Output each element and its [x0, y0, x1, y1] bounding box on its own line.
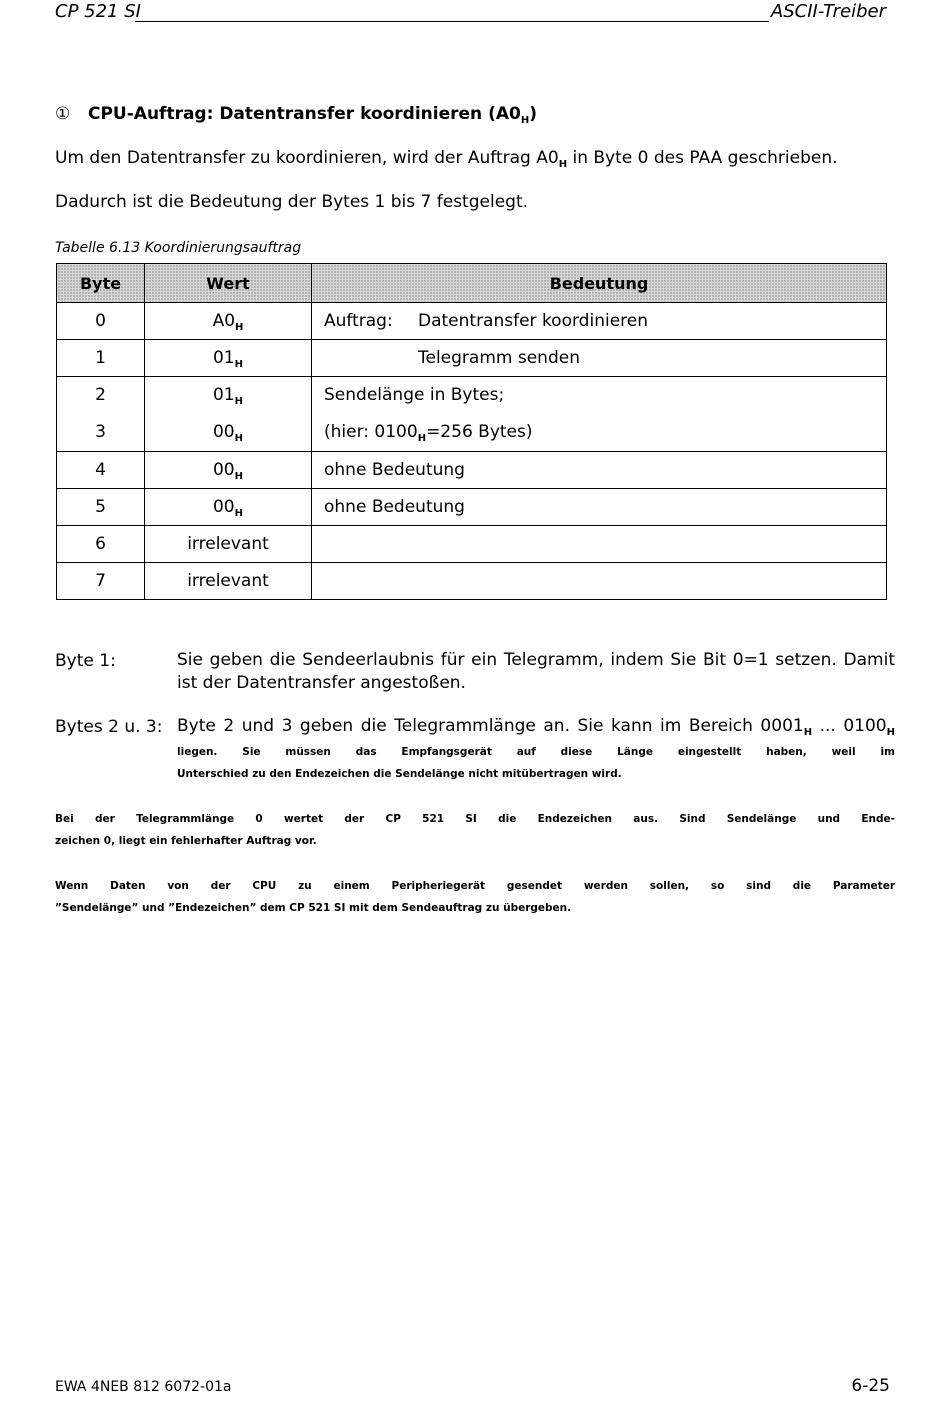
intro-subscript: H: [558, 159, 568, 170]
bedeutung-text: Sendelänge in Bytes;: [324, 385, 505, 405]
bytes23-text-a: Byte 2 und 3 geben die Telegrammlänge an. Sie kann im Bereich 0001: [177, 716, 804, 736]
table-row: [57, 452, 887, 489]
bedeutung-text-a: (hier: 0100: [324, 422, 418, 442]
section-title-text: CPU-Auftrag: Datentransfer koordinieren (A0: [88, 104, 521, 124]
bedeutung-label: Auftrag:: [324, 311, 393, 331]
header-bedeutung: Bedeutung: [312, 264, 887, 303]
wert-subscript: H: [234, 508, 243, 519]
footer-document-id: EWA 4NEB 812 6072-01a: [55, 1379, 232, 1395]
intro-paragraph-1: [55, 146, 838, 170]
cell-wert: [145, 414, 311, 451]
intro-paragraph-2: Dadurch ist die Bedeutung der Bytes 1 bis 7 festgelegt.: [55, 192, 529, 212]
cell-byte: 5: [57, 489, 145, 526]
wert-value: A0: [212, 311, 236, 331]
note-2-line-2: ”Sendelänge” und ”Endezeichen” dem CP 521 SI mit dem Sendeauftrag zu übergeben.: [55, 902, 572, 914]
section-title-subscript: H: [520, 115, 530, 126]
wert-subscript: H: [235, 322, 244, 333]
bedeutung-text: Datentransfer koordinieren: [418, 311, 648, 331]
bytes23-subscript-2: H: [886, 727, 895, 738]
section-number: ①: [55, 104, 71, 124]
cell-byte-pair: [57, 377, 145, 452]
section-heading: [55, 101, 537, 127]
intro-text-a: Um den Datentransfer zu koordinieren, wird der Auftrag A0: [55, 148, 559, 168]
header-wert: Wert: [145, 264, 312, 303]
note-2-line-1: Wenn Daten von der CPU zu einem Peripheriegerät gesendet werden sollen, so sind die Parameter: [55, 880, 895, 892]
cell-bedeutung: ohne Bedeutung: [312, 489, 887, 526]
note-1-line-2: zeichen 0, liegt ein fehlerhafter Auftrag vor.: [55, 835, 317, 847]
coordination-table: [56, 263, 887, 600]
table-caption: Tabelle 6.13 Koordinierungsauftrag: [55, 240, 302, 256]
definition-label-byte1: Byte 1:: [55, 651, 116, 671]
cell-wert: [145, 377, 311, 414]
table-row: [57, 563, 887, 600]
cell-byte: 1: [57, 340, 145, 377]
bytes23-subscript-1: H: [803, 727, 813, 738]
definition-small-line-2: Unterschied zu den Endezeichen die Sendelänge nicht mitübertragen wird.: [177, 768, 622, 780]
table-row: [57, 489, 887, 526]
header-rule: [135, 21, 769, 22]
cell-byte: 6: [57, 526, 145, 563]
table-row: [57, 303, 887, 340]
wert-subscript: H: [234, 359, 243, 370]
cell-wert: irrelevant: [145, 526, 312, 563]
cell-bedeutung: [312, 526, 887, 563]
note-1-line-1: Bei der Telegrammlänge 0 wertet der CP 521 SI die Endezeichen aus. Sind Sendelänge und Ende-: [55, 813, 895, 825]
table-row-merged: [57, 377, 887, 452]
cell-byte: 2: [95, 385, 106, 405]
running-header-left: CP 521 SI: [55, 1, 141, 22]
definition-label-bytes23: Bytes 2 u. 3:: [55, 717, 163, 737]
wert-value: 00: [212, 460, 235, 480]
wert-value: 01: [212, 385, 235, 405]
cell-wert: [145, 489, 312, 526]
cell-byte: 4: [57, 452, 145, 489]
cell-byte: 0: [57, 303, 145, 340]
section-title-end: ): [529, 104, 537, 124]
cell-wert: [145, 303, 312, 340]
cell-wert: [145, 452, 312, 489]
wert-value: 00: [212, 422, 235, 442]
bedeutung-text-c: =256 Bytes): [426, 422, 533, 442]
cell-bedeutung: [312, 563, 887, 600]
table-header-row: [57, 264, 887, 303]
cell-bedeutung-pair: [312, 377, 887, 452]
bedeutung-text: [324, 414, 886, 451]
bedeutung-subscript: H: [417, 433, 427, 444]
wert-subscript: H: [234, 396, 243, 407]
definition-text-byte1: Sie geben die Sendeerlaubnis für ein Telegramm, indem Sie Bit 0=1 setzen. Damit ist der Datentransfer angestoßen.: [177, 650, 895, 693]
definition-small-line-1: liegen. Sie müssen das Empfangsgerät auf diese Länge eingestellt haben, weil im: [177, 746, 895, 758]
cell-byte: 3: [95, 422, 106, 442]
running-header-right: ASCII-Treiber: [770, 1, 886, 22]
cell-byte: 7: [57, 563, 145, 600]
header-byte: Byte: [57, 264, 145, 303]
intro-text-b: in Byte 0 des PAA geschrieben.: [567, 148, 838, 168]
wert-value: 01: [212, 348, 235, 368]
bytes23-text-b: ... 0100: [812, 716, 887, 736]
bedeutung-text: Telegramm senden: [418, 348, 580, 368]
cell-wert: irrelevant: [145, 563, 312, 600]
cell-bedeutung: ohne Bedeutung: [312, 452, 887, 489]
table-row: [57, 340, 887, 377]
cell-wert: [145, 340, 312, 377]
cell-bedeutung: [312, 340, 887, 377]
definition-text-bytes23: [177, 715, 895, 738]
wert-subscript: H: [234, 433, 243, 444]
table-row: [57, 526, 887, 563]
wert-subscript: H: [234, 471, 243, 482]
footer-page-number: 6-25: [851, 1376, 890, 1396]
cell-wert-pair: [145, 377, 312, 452]
wert-value: 00: [212, 497, 235, 517]
cell-bedeutung: [312, 303, 887, 340]
